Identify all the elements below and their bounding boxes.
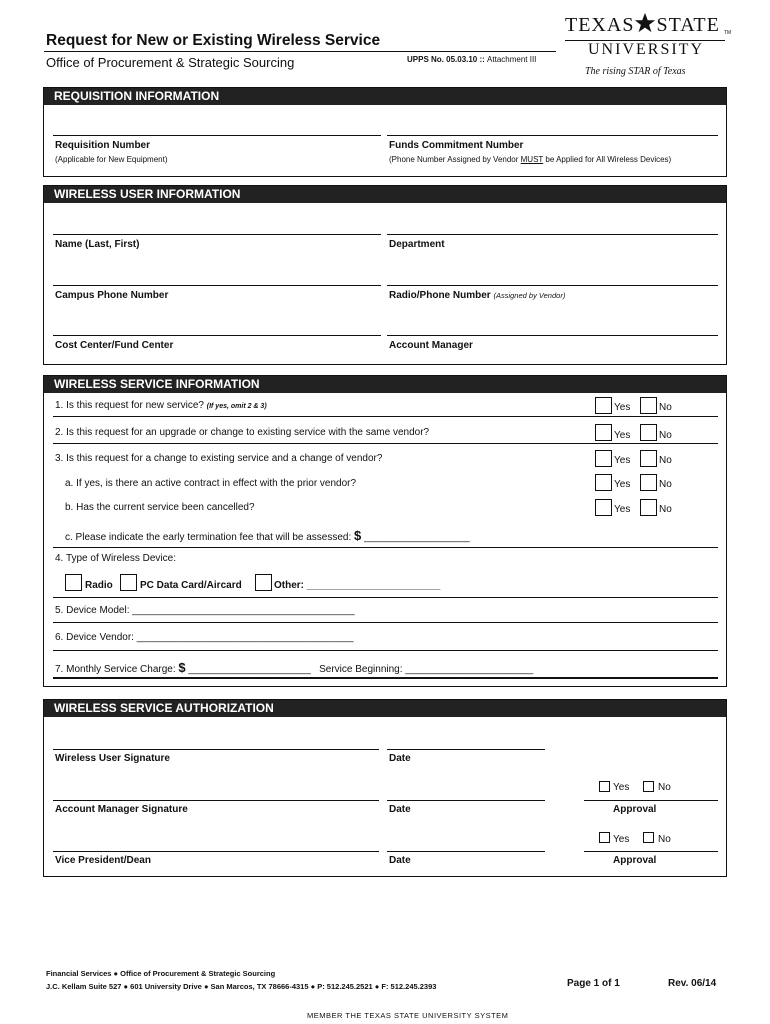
vp-signature-field[interactable] [53, 851, 379, 852]
requisition-heading: REQUISITION INFORMATION [44, 88, 726, 105]
device-pc-label: PC Data Card/Aircard [140, 580, 242, 591]
q3-no-checkbox[interactable] [640, 450, 657, 467]
user-signature-label: Wireless User Signature [55, 753, 170, 764]
manager-approval-yes-checkbox[interactable] [599, 781, 610, 792]
question-3c: c. Please indicate the early termination fee that will be assessed: $ ___________________ [65, 528, 470, 543]
funds-number-note: (Phone Number Assigned by Vendor MUST be Applied for All Wireless Devices) [389, 155, 672, 164]
question-3a: a. If yes, is there an active contract in effect with the prior vendor? [65, 478, 357, 489]
department-label: Department [389, 239, 445, 250]
q3a-no-checkbox[interactable] [640, 474, 657, 491]
q3b-yes-label: Yes [614, 504, 631, 515]
vp-date-field[interactable] [387, 851, 545, 852]
service-section [43, 375, 727, 687]
q3-yes-label: Yes [614, 455, 631, 466]
star-icon [634, 12, 656, 34]
manager-date-field[interactable] [387, 800, 545, 801]
question-3: 3. Is this request for a change to existing service and a change of vendor? [55, 453, 383, 464]
vp-approval-label: Approval [613, 855, 657, 866]
upps-reference: UPPS No. 05.03.10 :: Attachment III [407, 55, 537, 64]
manager-signature-field[interactable] [53, 800, 379, 801]
divider [53, 677, 718, 679]
member-system: MEMBER THE TEXAS STATE UNIVERSITY SYSTEM [307, 1011, 509, 1020]
device-pc-checkbox[interactable] [120, 574, 137, 591]
requisition-number-label: Requisition Number [55, 140, 151, 151]
requisition-number-note: (Applicable for New Equipment) [55, 155, 168, 164]
manager-approval-no-label: No [658, 782, 671, 793]
question-6-device-vendor: 6. Device Vendor: _______________________________________ [55, 632, 354, 643]
q3a-no-label: No [659, 479, 672, 490]
q1-no-checkbox[interactable] [640, 397, 657, 414]
user-section [43, 185, 727, 365]
q2-yes-checkbox[interactable] [595, 424, 612, 441]
logo-tagline: The rising STAR of Texas [585, 66, 686, 77]
funds-number-label: Funds Commitment Number [389, 140, 524, 151]
q1-yes-label: Yes [614, 402, 631, 413]
funds-number-field[interactable] [387, 135, 718, 136]
divider [53, 622, 718, 623]
user-date-label: Date [389, 753, 411, 764]
revision: Rev. 06/14 [668, 978, 717, 989]
user-heading: WIRELESS USER INFORMATION [44, 186, 726, 203]
radio-phone-field[interactable] [387, 285, 718, 286]
q3a-yes-checkbox[interactable] [595, 474, 612, 491]
requisition-section [43, 87, 727, 177]
vp-approval-no-label: No [658, 834, 671, 845]
title-rule [44, 51, 556, 52]
vp-date-label: Date [389, 855, 411, 866]
divider [53, 547, 718, 548]
manager-approval-yes-label: Yes [613, 782, 630, 793]
cost-center-label: Cost Center/Fund Center [55, 340, 174, 351]
page-number: Page 1 of 1 [567, 978, 620, 989]
divider [53, 650, 718, 651]
question-5-device-model: 5. Device Model: ________________________________________ [55, 605, 355, 616]
campus-phone-label: Campus Phone Number [55, 290, 169, 301]
manager-approval-no-checkbox[interactable] [643, 781, 654, 792]
authorization-heading: WIRELESS SERVICE AUTHORIZATION [44, 700, 726, 717]
q1-no-label: No [659, 402, 672, 413]
university-logo: TEXAS STATE [565, 14, 720, 36]
vp-approval-yes-label: Yes [613, 834, 630, 845]
footer-address: J.C. Kellam Suite 527 ● 601 University Drive ● San Marcos, TX 78666-4315 ● P: 512.245.2521 ● F: 512.245.2393 [46, 982, 437, 991]
form-title: Request for New or Existing Wireless Service [46, 32, 381, 49]
vp-approval-yes-checkbox[interactable] [599, 832, 610, 843]
question-1: 1. Is this request for new service? (If yes, omit 2 & 3) [55, 400, 267, 411]
question-7-monthly-charge: 7. Monthly Service Charge: $ ______________________ Service Beginning: _______________________ [55, 660, 534, 675]
q3b-no-checkbox[interactable] [640, 499, 657, 516]
device-other-label: Other: ________________________ [274, 580, 441, 591]
user-signature-field[interactable] [53, 749, 379, 750]
campus-phone-field[interactable] [53, 285, 381, 286]
question-4: 4. Type of Wireless Device: [55, 553, 176, 564]
name-field[interactable] [53, 234, 381, 235]
requisition-number-field[interactable] [53, 135, 381, 136]
name-label: Name (Last, First) [55, 239, 140, 250]
manager-signature-label: Account Manager Signature [55, 804, 188, 815]
account-manager-field[interactable] [387, 335, 718, 336]
logo-university: UNIVERSITY [588, 41, 704, 58]
manager-approval-field[interactable] [584, 800, 718, 801]
q3-no-label: No [659, 455, 672, 466]
cost-center-field[interactable] [53, 335, 381, 336]
question-2: 2. Is this request for an upgrade or change to existing service with the same vendor? [55, 427, 430, 438]
department-field[interactable] [387, 234, 718, 235]
device-radio-checkbox[interactable] [65, 574, 82, 591]
divider [53, 597, 718, 598]
question-3b: b. Has the current service been cancelled? [65, 502, 255, 513]
device-radio-label: Radio [85, 580, 113, 591]
vp-approval-no-checkbox[interactable] [643, 832, 654, 843]
footer-office: Financial Services ● Office of Procurement & Strategic Sourcing [46, 969, 276, 978]
vp-approval-field[interactable] [584, 851, 718, 852]
q2-no-label: No [659, 430, 672, 441]
vp-signature-label: Vice President/Dean [55, 855, 151, 866]
authorization-section [43, 699, 727, 877]
divider [53, 416, 718, 417]
service-heading: WIRELESS SERVICE INFORMATION [44, 376, 726, 393]
q2-no-checkbox[interactable] [640, 424, 657, 441]
q3-yes-checkbox[interactable] [595, 450, 612, 467]
q3b-no-label: No [659, 504, 672, 515]
q2-yes-label: Yes [614, 430, 631, 441]
manager-date-label: Date [389, 804, 411, 815]
q3a-yes-label: Yes [614, 479, 631, 490]
user-date-field[interactable] [387, 749, 545, 750]
device-other-checkbox[interactable] [255, 574, 272, 591]
manager-approval-label: Approval [613, 804, 657, 815]
q3b-yes-checkbox[interactable] [595, 499, 612, 516]
divider [53, 443, 718, 444]
radio-phone-label: Radio/Phone Number (Assigned by Vendor) [389, 290, 566, 301]
form-subtitle: Office of Procurement & Strategic Sourcing [46, 55, 295, 70]
account-manager-label: Account Manager [389, 340, 473, 351]
q1-yes-checkbox[interactable] [595, 397, 612, 414]
logo-trademark: TM [724, 30, 732, 36]
